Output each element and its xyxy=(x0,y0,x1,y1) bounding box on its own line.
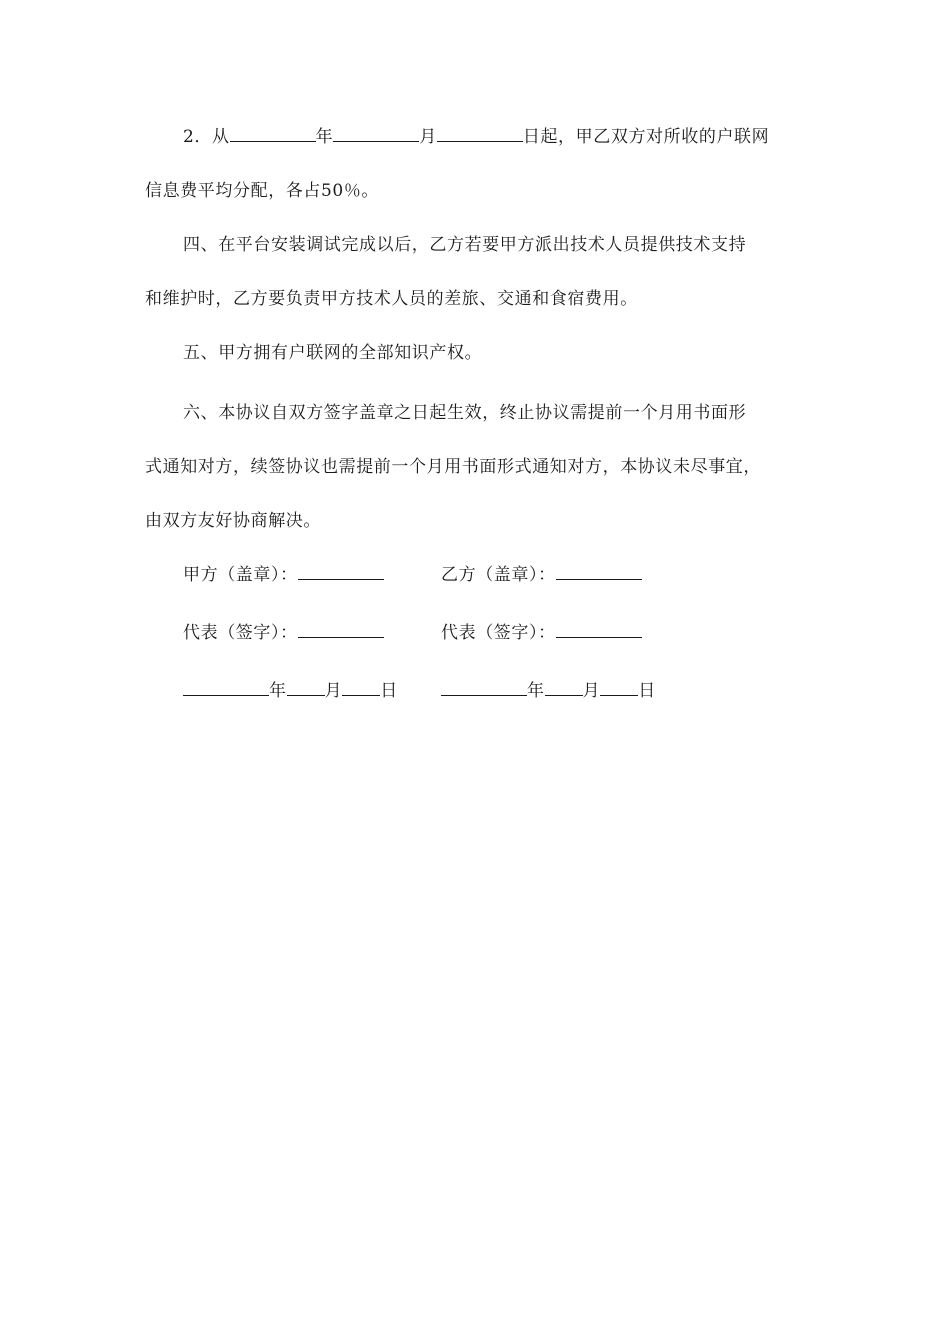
party-a-seal-blank xyxy=(298,562,384,580)
clause-2-line-2: 信息费平均分配，各占50％。 xyxy=(145,181,380,201)
clause-4-text-1: 四、在平台安装调试完成以后，乙方若要甲方派出技术人员提供技术支持 xyxy=(183,235,747,255)
clause-6-paragraph xyxy=(145,386,810,548)
party-a-month-blank xyxy=(287,678,325,696)
party-b-rep-blank xyxy=(556,620,642,638)
clause-6-line-2: 式通知对方，续签协议也需提前一个月用书面形式通知对方，本协议未尽事宜， xyxy=(145,457,761,477)
party-b-month-label: 月 xyxy=(582,681,601,701)
party-b-rep-label: 代表（签字）： xyxy=(441,623,556,643)
party-a-day-blank xyxy=(342,678,380,696)
party-a-seal xyxy=(183,562,384,586)
clause-2-rest: 日起，甲乙双方对所收的户联网 xyxy=(522,127,770,147)
clause-6-text-1: 六、本协议自双方签字盖章之日起生效，终止协议需提前一个月用书面形 xyxy=(183,403,747,423)
party-a-date xyxy=(183,678,398,702)
clause-2-prefix: 2．从 xyxy=(183,127,230,147)
party-a-rep-label: 代表（签字）： xyxy=(183,623,298,643)
day-blank xyxy=(437,124,523,142)
year-blank xyxy=(230,124,316,142)
clause-4-paragraph xyxy=(145,218,810,326)
clause-5-paragraph xyxy=(145,326,810,380)
party-b-seal xyxy=(441,562,642,586)
party-b-representative xyxy=(441,620,642,644)
year-label: 年 xyxy=(315,127,334,147)
party-a-rep-blank xyxy=(298,620,384,638)
clause-5-line-1 xyxy=(145,326,810,380)
party-b-day-blank xyxy=(600,678,638,696)
party-b-date xyxy=(441,678,656,702)
party-b-seal-blank xyxy=(556,562,642,580)
month-blank xyxy=(333,124,419,142)
party-a-month-label: 月 xyxy=(324,681,343,701)
clause-2-line-1 xyxy=(145,110,810,164)
party-b-day-label: 日 xyxy=(638,681,656,701)
clause-4-line-2: 和维护时，乙方要负责甲方技术人员的差旅、交通和食宿费用。 xyxy=(145,289,638,309)
clause-6-line-3: 由双方友好协商解决。 xyxy=(145,511,321,531)
clause-5-text: 五、甲方拥有户联网的全部知识产权。 xyxy=(183,343,483,363)
clause-2-paragraph xyxy=(145,110,810,218)
party-b-year-label: 年 xyxy=(527,681,545,701)
month-label: 月 xyxy=(419,127,437,147)
party-b-year-blank xyxy=(441,678,527,696)
party-a-year-label: 年 xyxy=(269,681,287,701)
party-b-month-blank xyxy=(545,678,583,696)
party-a-seal-label: 甲方（盖章）： xyxy=(183,565,298,585)
clause-6-line-1 xyxy=(145,386,810,440)
party-a-day-label: 日 xyxy=(380,681,398,701)
party-a-year-blank xyxy=(183,678,269,696)
clause-4-line-1 xyxy=(145,218,810,272)
party-a-representative xyxy=(183,620,384,644)
party-b-seal-label: 乙方（盖章）： xyxy=(441,565,556,585)
